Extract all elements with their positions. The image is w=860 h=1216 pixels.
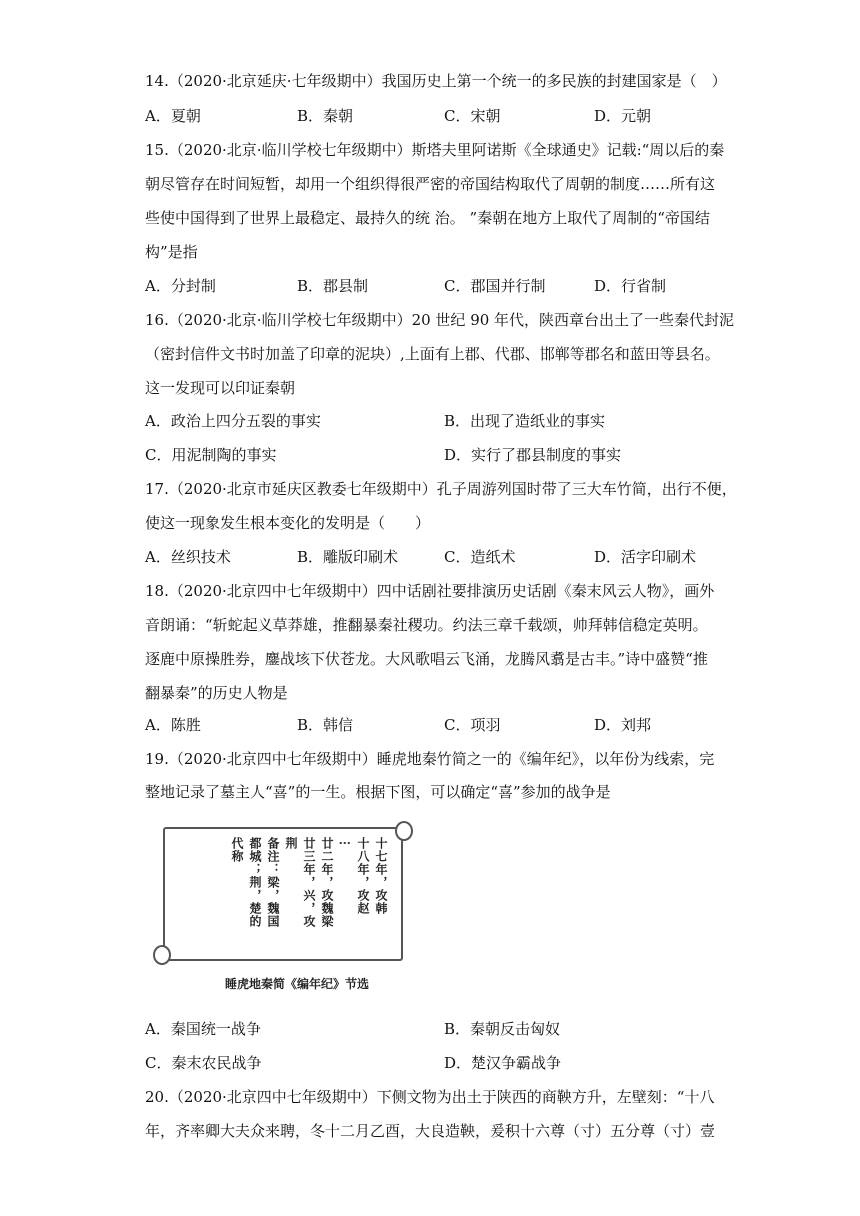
- option-letter: A．: [145, 716, 171, 734]
- option-text: 楚汉争霸战争: [471, 1054, 562, 1072]
- q16-option-b[interactable]: [444, 410, 605, 432]
- q18-line: 逐鹿中原操胜券，鏖战垓下伏苍龙。大风歌唱云飞涌，龙腾风翥是古丰。”诗中盛赞“推: [145, 650, 708, 668]
- q19-line: 19.（2020·北京四中七年级期中）睡虎地秦竹简之一的《编年纪》，以年份为线索，完: [145, 750, 715, 768]
- option-letter: A．: [145, 277, 171, 295]
- figure-caption: 睡虎地秦简《编年纪》节选: [225, 977, 370, 991]
- q15-line: 些使中国得到了世界上最稳定、最持久的统 治。 ”秦朝在地方上取代了周制的“帝国结: [145, 209, 710, 227]
- q15-option-c[interactable]: [444, 275, 546, 297]
- option-letter: A．: [145, 412, 171, 430]
- q14-stem: 14.（2020·北京延庆·七年级期中）我国历史上第一个统一的多民族的封建国家是（ ）: [145, 72, 727, 90]
- q18-option-c[interactable]: [444, 714, 501, 736]
- slip-column: 十八年，攻赵: [356, 837, 370, 915]
- option-letter: C．: [444, 277, 471, 295]
- scroll-roll-top: [395, 821, 413, 841]
- q14-option-c[interactable]: [444, 105, 501, 127]
- option-letter: D．: [594, 277, 622, 295]
- option-text: 陈胜: [170, 716, 201, 734]
- option-text: 雕版印刷术: [323, 548, 399, 566]
- q20-line: 年，齐率卿大夫众来聘，冬十二月乙酉，大良造鞅，爰积十六尊（寸）五分尊（寸）壹: [145, 1122, 716, 1140]
- option-text: 行省制: [621, 277, 667, 295]
- option-letter: B．: [444, 1020, 471, 1038]
- option-letter: D．: [594, 548, 622, 566]
- option-text: 用泥制陶的事实: [171, 446, 277, 464]
- option-letter: B．: [297, 716, 324, 734]
- q17-option-a[interactable]: [145, 546, 231, 568]
- option-text: 秦末农民战争: [171, 1054, 262, 1072]
- option-text: 元朝: [621, 107, 652, 125]
- q18-line: 翻暴秦”的历史人物是: [145, 684, 288, 702]
- q19-option-a[interactable]: [145, 1018, 261, 1040]
- q19-line: 整地记录了墓主人“喜”的一生。根据下图，可以确定“喜”参加的战争是: [145, 783, 611, 801]
- option-letter: B．: [297, 107, 324, 125]
- option-text: 韩信: [323, 716, 354, 734]
- option-letter: C．: [145, 1054, 172, 1072]
- option-letter: D．: [444, 1054, 472, 1072]
- q17-option-c[interactable]: [444, 546, 516, 568]
- option-letter: D．: [594, 716, 622, 734]
- q16-option-c[interactable]: [145, 444, 277, 466]
- option-text: 造纸术: [470, 548, 516, 566]
- scroll-roll-bottom: [153, 945, 171, 965]
- q17-line: 使这一现象发生根本变化的发明是（ ）: [145, 514, 431, 532]
- option-letter: D．: [444, 446, 472, 464]
- option-letter: D．: [594, 107, 622, 125]
- q15-line: 15.（2020·北京·临川学校七年级期中）斯塔夫里阿诺斯《全球通史》记载:“周以后的秦: [145, 141, 725, 159]
- slip-column: ⋮: [338, 837, 352, 850]
- q17-option-d[interactable]: [594, 546, 696, 568]
- option-letter: C．: [145, 446, 172, 464]
- q18-option-a[interactable]: [145, 714, 201, 736]
- option-letter: B．: [297, 277, 324, 295]
- slip-column: 十七年，攻韩: [374, 837, 388, 915]
- q19-option-c[interactable]: [145, 1052, 262, 1074]
- option-letter: C．: [444, 716, 471, 734]
- option-text: 分封制: [170, 277, 216, 295]
- slip-column: 代称: [230, 837, 244, 863]
- q19-option-d[interactable]: [444, 1052, 561, 1074]
- option-text: 项羽: [470, 716, 501, 734]
- q16-line: （密封信件文书时加盖了印章的泥块）,上面有上郡、代郡、邯郸等郡名和蓝田等县名。: [145, 345, 720, 363]
- q18-option-d[interactable]: [594, 714, 651, 736]
- q18-option-b[interactable]: [297, 714, 353, 736]
- option-letter: A．: [145, 548, 171, 566]
- q15-line: 构”是指: [145, 243, 198, 261]
- q16-line: 16.（2020·北京·临川学校七年级期中）20 世纪 90 年代，陕西章台出土了一些秦代封泥: [145, 311, 735, 329]
- option-letter: C．: [444, 548, 471, 566]
- q16-option-d[interactable]: [444, 444, 621, 466]
- option-text: 郡国并行制: [470, 277, 546, 295]
- bamboo-slip-figure: [155, 815, 420, 995]
- option-text: 出现了造纸业的事实: [470, 412, 606, 430]
- slip-column: 备注：梁，魏国: [266, 837, 280, 928]
- option-letter: B．: [444, 412, 471, 430]
- option-text: 夏朝: [170, 107, 201, 125]
- q18-line: 音朗诵：“斩蛇起义草莽雄，推翻暴秦社稷功。约法三章千载颂，帅拜韩信稳定英明。: [145, 616, 708, 634]
- option-text: 宋朝: [470, 107, 501, 125]
- q15-option-d[interactable]: [594, 275, 666, 297]
- slip-column: 廿二年，攻魏梁: [320, 837, 334, 928]
- option-text: 秦朝: [323, 107, 354, 125]
- q17-line: 17.（2020·北京市延庆区教委七年级期中）孔子周游列国时带了三大车竹简，出行不便，: [145, 480, 737, 498]
- q15-option-b[interactable]: [297, 275, 368, 297]
- option-letter: A．: [145, 1020, 171, 1038]
- option-text: 政治上四分五裂的事实: [170, 412, 321, 430]
- q18-line: 18.（2020·北京四中七年级期中）四中话剧社要排演历史话剧《秦末风云人物》，画外: [145, 582, 715, 600]
- option-letter: C．: [444, 107, 471, 125]
- slip-column: 廿三年，兴，攻: [302, 837, 316, 928]
- option-text: 郡县制: [323, 277, 369, 295]
- option-text: 刘邦: [621, 716, 652, 734]
- option-text: 秦国统一战争: [170, 1020, 261, 1038]
- q14-option-b[interactable]: [297, 105, 353, 127]
- slip-column: 荆: [284, 837, 298, 850]
- q15-option-a[interactable]: [145, 275, 216, 297]
- q19-option-b[interactable]: [444, 1018, 560, 1040]
- q16-option-a[interactable]: [145, 410, 321, 432]
- q20-line: 20.（2020·北京四中七年级期中）下侧文物为出土于陕西的商鞅方升，左壁刻：“十八: [145, 1088, 715, 1106]
- option-text: 实行了郡县制度的事实: [471, 446, 622, 464]
- slip-text-columns: [187, 837, 387, 947]
- q16-line: 这一发现可以印证秦朝: [145, 379, 296, 397]
- option-text: 活字印刷术: [621, 548, 697, 566]
- option-letter: A．: [145, 107, 171, 125]
- q14-option-a[interactable]: [145, 105, 201, 127]
- q17-option-b[interactable]: [297, 546, 398, 568]
- option-text: 丝织技术: [170, 548, 231, 566]
- q15-line: 朝尽管存在时间短暂，却用一个组织得很严密的帝国结构取代了周朝的制度……所有这: [145, 175, 716, 193]
- option-letter: B．: [297, 548, 324, 566]
- option-text: 秦朝反击匈奴: [470, 1020, 561, 1038]
- q14-option-d[interactable]: [594, 105, 651, 127]
- slip-column: 都城；荆，楚的: [248, 837, 262, 928]
